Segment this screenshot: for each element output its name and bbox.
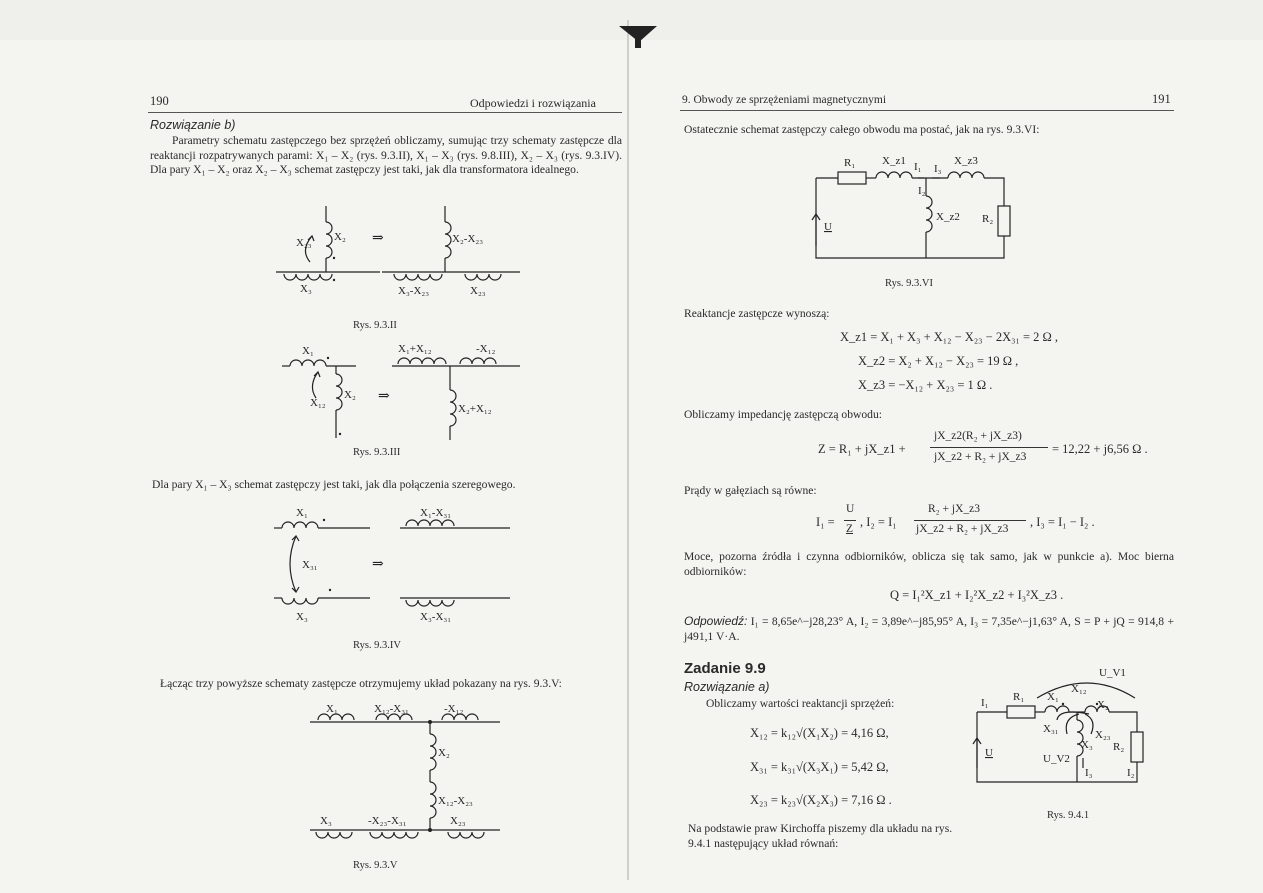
label-i1: I₁ [981,697,989,709]
figure-caption: Rys. 9.4.1 [1047,810,1090,821]
equation-i2: , I₂ = I₁ [860,515,897,529]
label-x1-x31: X₁-X₃₁ [420,507,452,519]
label-xz3: X_z3 [954,155,978,167]
equation-xz3: X_z3 = −X₁₂ + X₂₃ = 1 Ω . [858,378,993,392]
equation-z-denominator: jX_z2 + R₂ + jX_z3 [934,451,1027,463]
label-x2-plus-x12: X₂+X₁₂ [458,403,492,415]
figure-caption: Rys. 9.3.IV [353,640,401,651]
label-x3-x31: X₃-X₃₁ [420,611,452,623]
label-i2: I₂ [1127,767,1135,779]
label-x2: X₂ [334,231,346,243]
equation-x23: X₂₃ = k₂₃√(X₂X₃) = 7,16 Ω . [750,793,892,807]
label-r1: R₁ [844,157,856,169]
label-i1: I₁ [914,161,922,173]
answer-label: Odpowiedź: [684,614,748,628]
label-x23-right: X₂₃ [470,285,486,297]
label-x2-x23: X₂-X₂₃ [452,233,484,245]
label-x3: X₃ [1081,739,1093,751]
label-x23: X₂₃ [450,815,466,827]
label-u: U [824,221,832,233]
label-x1: X₁ [296,507,308,519]
label-x3: X₃ [300,283,312,295]
figure-caption: Rys. 9.3.VI [885,278,933,289]
task-heading: Zadanie 9.9 [684,660,766,677]
paragraph: Obliczamy wartości reaktancji sprzężeń: [706,697,895,710]
section-heading: Rozwiązanie b) [150,118,236,132]
label-x1-plus-x12: X₁+X₁₂ [398,343,432,355]
label-xz1: X_z1 [882,155,906,167]
paragraph: Prądy w gałęziach są równe: [684,484,817,497]
equation-i3: , I₃ = I₁ − I₂ . [1030,515,1095,529]
figure-caption: Rys. 9.3.III [353,447,401,458]
equation-xz2: X_z2 = X₂ + X₁₂ − X₂₃ = 19 Ω , [858,354,1019,368]
label-r2: R₂ [982,213,994,225]
label-x12: X₁₂ [310,397,326,409]
label-x1: X₁ [302,345,314,357]
equation-i1-den: Z [846,523,854,535]
equation-z-right: = 12,22 + j6,56 Ω . [1052,442,1148,456]
paragraph: Na podstawie praw Kirchoffa piszemy dla układu na rys. 9.4.1 następujący układ równań: [688,822,953,850]
label-x3-x23: X₃-X₂₃ [398,285,430,297]
label-x3: X₃ [296,611,308,623]
equation-z-left: Z = R₁ + jX_z1 + [818,442,906,456]
answer-paragraph [684,614,1174,644]
label-x31: X₃₁ [302,559,318,571]
arrow-implies: ⇒ [378,389,390,404]
label-x31: X₃₁ [1043,723,1059,735]
paragraph: Moce, pozorna źródła i czynna odbiorników, oblicza się tak samo, jak w punkcie a). Moc bierna odbiorników: [684,550,1174,578]
label-x1: X₁ [1047,691,1059,703]
arrow-implies: ⇒ [372,557,384,572]
fraction-bar [844,520,856,521]
fraction-bar [930,447,1048,448]
equation-i2-den: jX_z2 + R₂ + jX_z3 [916,523,1009,535]
label-x23: X₂₃ [296,237,312,249]
equation-i1-num: U [846,503,855,515]
paragraph: Ostatecznie schemat zastępczy całego obwodu ma postać, jak na rys. 9.3.VI: [684,123,1040,136]
equation-i1: I₁ = [816,515,835,529]
paragraph: Obliczamy impedancję zastępczą obwodu: [684,408,882,421]
equation-x31: X₃₁ = k₃₁√(X₃X₁) = 5,42 Ω, [750,760,889,774]
page-number: 190 [150,94,169,108]
label-uv1: U_V1 [1099,667,1126,679]
label-x12-x23: X₁₂-X₂₃ [438,795,473,807]
equation-z-numerator: jX_z2(R₂ + jX_z3) [934,430,1022,442]
header-rule [148,112,622,113]
paragraph: Dla pary X₁ – X₃ schemat zastępczy jest taki, jak dla połączenia szeregowego. [152,478,516,491]
figure-9-3-VI [802,150,1052,268]
label-i3: I₃ [934,163,942,175]
label-uv2: U_V2 [1043,753,1070,765]
header-rule [680,110,1174,111]
page-number: 191 [1152,92,1171,106]
figure-9-3-III [280,340,550,450]
equation-x12: X₁₂ = k₁₂√(X₁X₂) = 4,16 Ω, [750,726,889,740]
figure-9-3-II [270,200,540,312]
figure-9-3-IV [270,500,540,626]
label-i3: I₃ [1085,767,1093,779]
fraction-bar [914,520,1026,521]
label-x1: X₁ [326,703,338,715]
arrow-implies: ⇒ [372,231,384,246]
equation-xz1: X_z1 = X₁ + X₃ + X₁₂ − X₂₃ − 2X₃₁ = 2 Ω , [840,330,1059,344]
running-header: Odpowiedzi i rozwiązania [470,96,596,110]
label-x12: X₁₂ [1071,683,1087,695]
label-x2: X₂ [1097,699,1109,711]
paragraph: Reaktancje zastępcze wynoszą: [684,307,830,320]
figure-caption: Rys. 9.3.II [353,320,397,331]
label-x2: X₂ [438,747,450,759]
equation-q: Q = I₁²X_z1 + I₂²X_z2 + I₃²X_z3 . [890,588,1064,602]
label-i2: I₂ [918,185,926,197]
section-heading: Rozwiązanie a) [684,680,770,694]
figure-caption: Rys. 9.3.V [353,860,398,871]
label-minus-x23-x31: -X₂₃-X₃₁ [368,815,407,827]
paragraph: Łącząc trzy powyższe schematy zastępcze otrzymujemy układ pokazany na rys. 9.3.V: [160,677,562,690]
label-r1: R₁ [1013,691,1025,703]
label-xz2: X_z2 [936,211,960,223]
label-u: U [985,747,993,759]
equation-i2-num: R₂ + jX_z3 [928,503,981,515]
label-x2: X₂ [344,389,356,401]
figure-9-3-V [290,700,540,848]
right-page [632,0,1263,893]
label-x3: X₃ [320,815,332,827]
label-minus-x12: -X₁₂ [444,703,464,715]
label-x12-x31: X₁₂-X₃₁ [374,703,409,715]
running-header: 9. Obwody ze sprzężeniami magnetycznymi [682,94,887,106]
paragraph: Parametry schematu zastępczego bez sprzężeń obliczamy, sumując trzy schematy zastępcze dla reaktancji rozpatrywanych parami: X₁ – X₂ (rys. 9.3.II), X₁ – X₃ (rys. 9.8.III), X₂ – X₃ (rys. 9.3.IV). Dla pary X₁ – X₂ oraz X₂ – X₃ schemat zastępczy jest taki, jak dla transformatora idealnego. [150,134,622,176]
figure-9-4-1 [967,658,1167,798]
label-r2: R₂ [1113,741,1125,753]
answer-text: I₁ = 8,65e^−j28,23° A, I₂ = 3,89e^−j85,95° A, I₃ = 7,35e^−j1,63° A, S = P + jQ = 914,8 + j491,1 V·A. [684,615,1174,643]
label-x23: X₂₃ [1095,729,1111,741]
label-minus-x12: -X₁₂ [476,343,496,355]
